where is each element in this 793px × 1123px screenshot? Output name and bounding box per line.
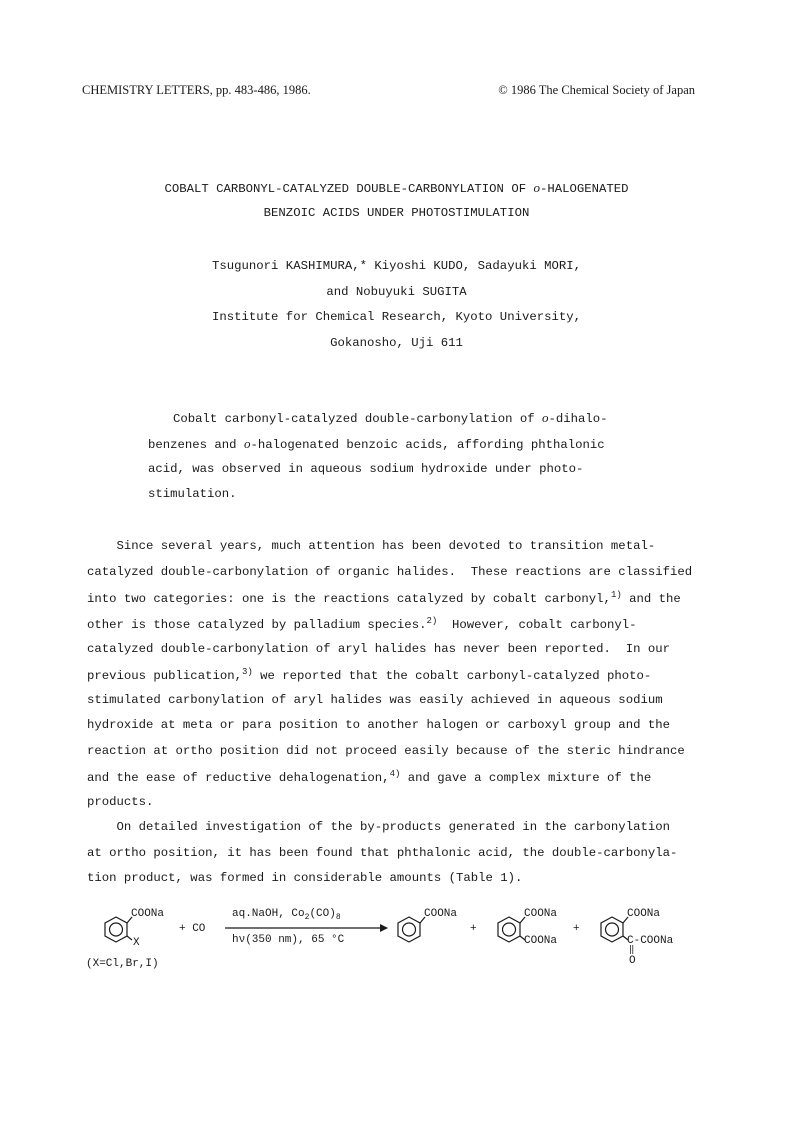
benzene-ring-icon: [105, 917, 132, 942]
p2-coona-bottom-label: COONa: [524, 935, 558, 947]
body-line: Since several years, much attention has been devoted to transition metal-: [87, 539, 656, 553]
abstract-text: -dihalo-: [548, 412, 608, 426]
sm-coona-label: COONa: [131, 908, 165, 920]
reaction-arrow-icon: [225, 924, 388, 932]
title-line-1: [0, 180, 793, 196]
scheme-drawing: [82, 900, 722, 980]
body-line: [87, 769, 651, 785]
p3-ketoacid-label: C-COONa: [627, 935, 674, 947]
title-text: COBALT CARBONYL-CATALYZED DOUBLE-CARBONYLATION OF: [164, 182, 534, 196]
body-line: [87, 667, 651, 683]
abstract-text: -halogenated benzoic acids, affording phthalonic: [250, 438, 605, 452]
reference-superscript: 1): [610, 590, 622, 600]
abstract-text: Cobalt carbonyl-catalyzed double-carbonylation of: [173, 412, 542, 426]
body-text: previous publication,: [87, 669, 242, 683]
p2-coona-top-label: COONa: [524, 908, 558, 920]
p3-oxygen-label: O: [629, 955, 636, 967]
body-text: and the ease of reductive dehalogenation,: [87, 771, 390, 785]
x-definition: (X=Cl,Br,I): [86, 958, 159, 970]
title-line-2: BENZOIC ACIDS UNDER PHOTOSTIMULATION: [263, 206, 530, 220]
plus-sign: +: [470, 923, 477, 935]
journal-citation: CHEMISTRY LETTERS, pp. 483-486, 1986.: [82, 83, 311, 97]
conditions-top: [232, 908, 341, 922]
body-text: into two categories: one is the reactions catalyzed by cobalt carbonyl,: [87, 592, 611, 606]
abstract-line-3: acid, was observed in aqueous sodium hydroxide under photo-: [148, 462, 584, 476]
body-line: [87, 616, 637, 632]
p1-coona-label: COONa: [424, 908, 458, 920]
benzene-ring-icon: [398, 917, 425, 942]
body-text: we reported that the cobalt carbonyl-catalyzed photo-: [252, 669, 652, 683]
copyright-notice: © 1986 The Chemical Society of Japan: [498, 83, 695, 97]
body-line: catalyzed double-carbonylation of organic halides. These reactions are classified: [87, 565, 693, 579]
title-italic-o: o: [533, 180, 540, 195]
address: Gokanosho, Uji 611: [330, 336, 463, 350]
abstract-line-4: stimulation.: [148, 487, 237, 501]
body-line: tion product, was formed in considerable amounts (Table 1).: [87, 871, 523, 885]
abstract-text: benzenes and: [148, 438, 244, 452]
reference-superscript: 3): [241, 667, 253, 677]
double-bond-icon: ‖: [629, 945, 635, 955]
body-text: other is those catalyzed by palladium species.: [87, 618, 427, 632]
reference-superscript: 2): [426, 616, 438, 626]
body-line: products.: [87, 795, 154, 809]
author-line-1: Tsugunori KASHIMURA,* Kiyoshi KUDO, Sadayuki MORI,: [212, 259, 581, 273]
p3-coona-label: COONa: [627, 908, 661, 920]
conditions-text: aq.NaOH, Co: [232, 908, 305, 920]
body-line: On detailed investigation of the by-products generated in the carbonylation: [87, 820, 670, 834]
body-line: [87, 590, 681, 606]
body-text: However, cobalt carbonyl-: [437, 618, 637, 632]
body-text: and the: [621, 592, 681, 606]
affiliation: Institute for Chemical Research, Kyoto University,: [212, 310, 581, 324]
body-text: and gave a complex mixture of the: [400, 771, 652, 785]
title-text: -HALOGENATED: [539, 182, 629, 196]
abstract-italic-o: o: [541, 410, 549, 425]
author-line-2: and Nobuyuki SUGITA: [326, 285, 467, 299]
benzene-ring-icon: [601, 917, 628, 942]
benzene-ring-icon: [498, 917, 525, 942]
conditions-text: (CO): [309, 908, 336, 920]
body-line: reaction at ortho position did not proceed easily because of the steric hindrance: [87, 744, 685, 758]
body-line: catalyzed double-carbonylation of aryl halides has never been reported. In our: [87, 642, 670, 656]
reference-superscript: 4): [389, 769, 401, 779]
body-line: hydroxide at meta or para position to another halogen or carboxyl group and the: [87, 718, 670, 732]
conditions-bottom: hν(350 nm), 65 °C: [232, 934, 345, 946]
body-line: at ortho position, it has been found that phthalonic acid, the double-carbonyla-: [87, 846, 678, 860]
abstract-italic-o: o: [243, 436, 251, 451]
plus-sign: +: [573, 923, 580, 935]
plus-co-label: + CO: [179, 923, 206, 935]
sm-x-label: X: [133, 937, 140, 949]
subscript: 8: [335, 913, 341, 923]
abstract-line-2: [148, 436, 605, 452]
reaction-scheme: [82, 900, 722, 980]
abstract-line-1: [173, 410, 608, 426]
body-line: stimulated carbonylation of aryl halides was easily achieved in aqueous sodium: [87, 693, 663, 707]
subscript: 2: [304, 913, 310, 923]
